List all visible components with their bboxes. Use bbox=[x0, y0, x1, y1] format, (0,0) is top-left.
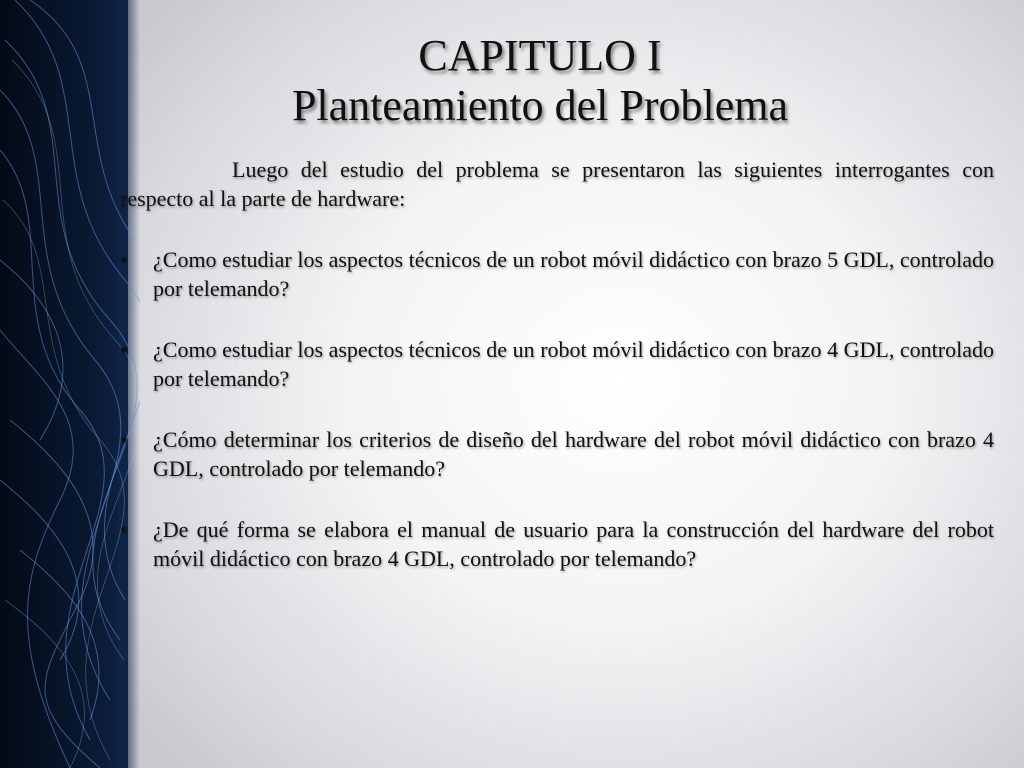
list-item-text: ¿De qué forma se elabora el manual de usuario para la construcción del hardware del robot móvil didáctico con brazo 4 GDL, controlado por telemando? bbox=[153, 517, 994, 571]
list-item-text: ¿Como estudiar los aspectos técnicos de un robot móvil didáctico con brazo 4 GDL, controlado por telemando? bbox=[153, 337, 994, 391]
intro-paragraph: Luego del estudio del problema se presentaron las siguientes interrogantes con respecto al la parte de hardware: bbox=[120, 157, 994, 211]
bullet-icon: • bbox=[120, 337, 128, 362]
bullet-icon: • bbox=[120, 517, 128, 542]
bullet-icon: • bbox=[120, 427, 128, 452]
list-item-text: ¿Cómo determinar los criterios de diseño del hardware del robot móvil didáctico con brazo 4 GDL, controlado por telemando? bbox=[153, 427, 994, 481]
list-item bbox=[120, 425, 994, 483]
list-item bbox=[120, 245, 994, 303]
slide-body bbox=[120, 155, 994, 605]
slide-title: CAPITULO I bbox=[418, 31, 662, 80]
bullet-icon: • bbox=[120, 247, 128, 272]
question-list bbox=[120, 245, 994, 573]
list-item-text: ¿Como estudiar los aspectos técnicos de un robot móvil didáctico con brazo 5 GDL, controlado por telemando? bbox=[153, 247, 994, 301]
list-item bbox=[120, 515, 994, 573]
list-item bbox=[120, 335, 994, 393]
slide-subtitle: Planteamiento del Problema bbox=[291, 81, 789, 130]
decorative-wave-panel bbox=[0, 0, 140, 768]
